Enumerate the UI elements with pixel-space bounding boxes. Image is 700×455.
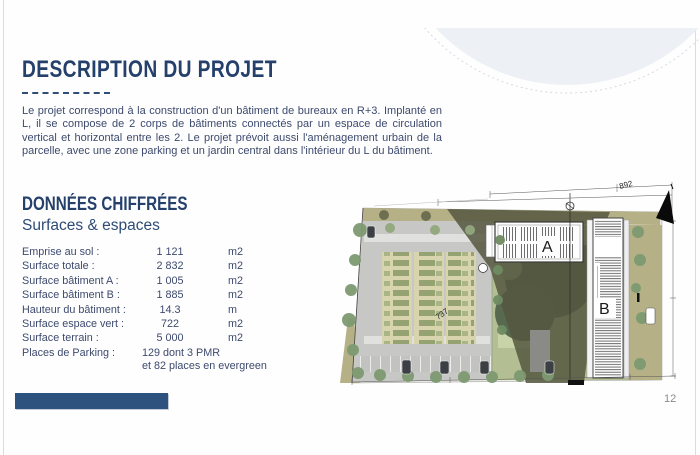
row-value: 2 832	[156, 260, 184, 273]
footer-accent-bar	[15, 393, 168, 409]
row-label: Emprise au sol :	[22, 246, 100, 258]
row-unit: m2	[228, 246, 243, 258]
section-heading: DONNÉES CHIFFRÉES	[22, 194, 188, 215]
plan-marker	[479, 264, 488, 273]
row-unit: m2	[228, 289, 243, 302]
table-row	[22, 289, 272, 303]
table-row	[22, 275, 272, 289]
row-value: 14.3	[159, 303, 181, 316]
figures-table	[22, 246, 272, 374]
building-b-label: B	[599, 301, 610, 318]
row-unit: m2	[228, 274, 243, 287]
right-khaki-band	[628, 225, 662, 380]
row-value-line2: et 82 places en evergreen	[142, 360, 267, 373]
row-value-line1: 129 dont 3 PMR	[142, 346, 221, 359]
dim-top-label: 892	[618, 178, 634, 191]
table-row	[22, 260, 272, 274]
row-label: Places de Parking :	[22, 346, 116, 359]
site-plan	[340, 168, 698, 390]
north-arrow-icon	[656, 184, 674, 224]
row-unit: m	[228, 303, 237, 316]
row-value: 1 885	[156, 289, 184, 302]
title-dashed-underline	[22, 92, 110, 94]
row-value: 5 000	[156, 332, 184, 345]
row-unit: m2	[228, 317, 243, 330]
row-label: Surface bâtiment B :	[22, 289, 120, 302]
section-block	[568, 380, 584, 385]
intro-paragraph: Le projet correspond à la construction d'un bâtiment de bureaux en R+3. Implanté en L, il se compose de 2 corps de bâtiments connectés par un espace de circulation vertical et horizontal entre les 2. Le projet prévoit aussi l'aménagement urbain de la parcelle, avec une zone parking et un jardin central dans l'intérieur du L du bâtiment.	[22, 105, 442, 158]
plan-tick	[637, 293, 640, 302]
table-row	[22, 332, 272, 346]
row-value: 722	[160, 317, 179, 330]
parking-stalls	[448, 252, 474, 344]
row-value: 1 005	[156, 274, 184, 287]
parking-stalls	[416, 252, 442, 344]
row-label: Surface terrain :	[22, 332, 99, 345]
row-label: Surface totale :	[22, 260, 95, 273]
table-row	[22, 304, 272, 318]
left-edge-line	[3, 0, 4, 455]
table-row	[22, 318, 272, 332]
row-label: Hauteur du bâtiment :	[22, 303, 126, 316]
row-unit: m2	[228, 332, 243, 345]
building-a-label: A	[542, 239, 553, 256]
building-b	[587, 218, 629, 378]
parking-stalls	[384, 252, 410, 344]
circle-decoration	[400, 0, 700, 100]
table-row	[22, 246, 272, 260]
dim-left-label: 737	[433, 306, 451, 322]
page-title: DESCRIPTION DU PROJET	[22, 56, 277, 83]
section-subheading: Surfaces & espaces	[22, 217, 160, 234]
row-unit: m2	[228, 260, 243, 273]
row-value: 1 121	[156, 246, 184, 258]
table-row	[22, 347, 272, 374]
row-value	[130, 346, 267, 374]
row-label: Surface espace vert :	[22, 317, 125, 330]
row-label: Surface bâtiment A :	[22, 274, 119, 287]
page-number: 12	[664, 393, 677, 405]
